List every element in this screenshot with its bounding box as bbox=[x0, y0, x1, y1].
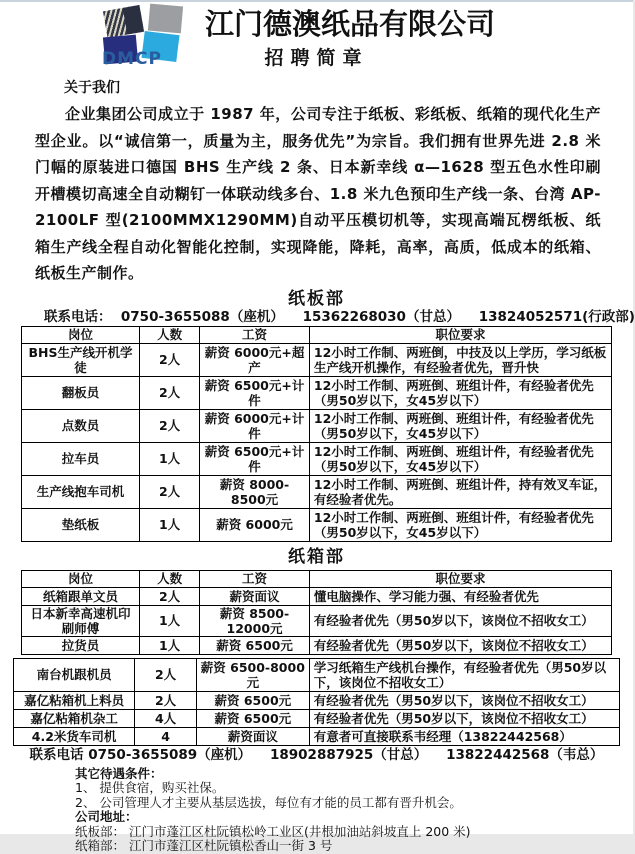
table-row bbox=[22, 376, 612, 409]
column-header-requirements: 职位要求 bbox=[309, 570, 611, 587]
requirements-cell: 12小时工作制、两班倒、班组计件，有经验者优先（男50岁以下，女45岁以下） bbox=[309, 508, 611, 541]
requirements-cell: 有经验者优先（男50岁以下，该岗位不招收女工） bbox=[309, 691, 619, 709]
headcount-cell: 2人 bbox=[140, 409, 200, 442]
position-cell: 嘉亿粘箱机上料员 bbox=[14, 691, 135, 709]
logo-paper-stack-icon bbox=[103, 5, 144, 38]
table-row bbox=[22, 343, 612, 376]
table-row bbox=[22, 508, 612, 541]
address-carton-dept: 纸箱部： 江门市蓬江区杜阮镇松香山一街 3 号 bbox=[75, 838, 333, 853]
board-dept-heading: 纸板部 bbox=[288, 288, 345, 309]
headcount-cell: 2人 bbox=[140, 376, 200, 409]
salary-cell: 薪资面议 bbox=[196, 727, 309, 745]
headcount-cell: 2人 bbox=[140, 475, 200, 508]
salary-cell: 薪资 6500元+计件 bbox=[200, 376, 310, 409]
salary-cell: 薪资 6500元 bbox=[196, 691, 309, 709]
table-row bbox=[14, 727, 620, 745]
requirements-cell: 有经验者优先（男50岁以下，该岗位不招收女工） bbox=[309, 709, 619, 727]
address-board-dept: 纸板部： 江门市蓬江区杜阮镇松岭工业区(井根加油站斜坡直上 200 米) bbox=[75, 823, 471, 839]
salary-cell: 薪资 8000-8500元 bbox=[200, 475, 310, 508]
column-header-position: 岗位 bbox=[22, 570, 140, 587]
requirements-cell: 懂电脑操作、学习能力强、有经验者优先 bbox=[309, 587, 611, 605]
requirements-cell: 12小时工作制、两班倒，中技及以上学历，学习纸板生产线开机操作，有经验者优先，晋升快 bbox=[309, 343, 611, 376]
headcount-cell: 2人 bbox=[140, 343, 200, 376]
salary-cell: 薪资 6500元+计件 bbox=[200, 442, 310, 475]
headcount-cell: 1人 bbox=[140, 636, 200, 654]
board-dept-contact-line: 联系电话： 0750-3655088（座机） 15362268030（甘总） 13824052571(行政部) bbox=[44, 308, 635, 325]
position-cell: 翻板员 bbox=[22, 376, 140, 409]
carton-dept-table-lower bbox=[13, 658, 620, 746]
position-cell: 日本新幸高速机印刷师傅 bbox=[22, 605, 140, 636]
salary-cell: 薪资 6500-8000元 bbox=[196, 658, 309, 691]
table-row bbox=[14, 709, 620, 727]
carton-dept-table-upper bbox=[21, 570, 612, 655]
logo-gray-tile-icon bbox=[148, 4, 183, 34]
requirements-cell: 学习纸箱生产线机台操作，有经验者优先（男50岁以下，该岗位不招收女工） bbox=[309, 658, 619, 691]
salary-cell: 薪资 6500元 bbox=[200, 636, 310, 654]
company-logo bbox=[97, 5, 191, 69]
benefit-item: 2、 公司管理人才主要从基层选拔，每位有才能的员工都有晋升机会。 bbox=[75, 794, 462, 810]
position-cell: 垫纸板 bbox=[22, 508, 140, 541]
requirements-cell: 12小时工作制、两班倒、班组计件，有经验者优先（男50岁以下，女45岁以下） bbox=[309, 376, 611, 409]
logo-dmcp-text: DMCP bbox=[102, 49, 162, 69]
column-header-requirements: 职位要求 bbox=[309, 326, 611, 343]
headcount-cell: 2人 bbox=[135, 691, 197, 709]
salary-cell: 薪资面议 bbox=[200, 587, 310, 605]
salary-cell: 薪资 6000元 bbox=[200, 508, 310, 541]
headcount-cell: 1人 bbox=[140, 442, 200, 475]
requirements-cell: 有经验者优先（男50岁以下，该岗位不招收女工） bbox=[309, 636, 611, 654]
requirements-cell: 有意者可直接联系韦经理（13822442568） bbox=[309, 727, 619, 745]
salary-cell: 薪资 6000元+计件 bbox=[200, 409, 310, 442]
position-cell: 4.2米货车司机 bbox=[14, 727, 135, 745]
requirements-cell: 12小时工作制、两班倒、班组计件，有经验者优先（男50岁以下，女45岁以下） bbox=[309, 442, 611, 475]
salary-cell: 薪资 6000元+超产 bbox=[200, 343, 310, 376]
column-header-salary: 工资 bbox=[200, 570, 310, 587]
position-cell: 拉货员 bbox=[22, 636, 140, 654]
requirements-cell: 有经验者优先（男50岁以下，该岗位不招收女工） bbox=[309, 605, 611, 636]
position-cell: 嘉亿粘箱机杂工 bbox=[14, 709, 135, 727]
headcount-cell: 1人 bbox=[140, 508, 200, 541]
salary-cell: 薪资 8500-12000元 bbox=[200, 605, 310, 636]
flyer-subtitle: 招聘简章 bbox=[264, 47, 369, 69]
company-intro-paragraph: 企业集团公司成立于 1987 年，公司专注于纸板、彩纸板、纸箱的现代化生产型企业。以“诚信第一，质量为主，服务优先”为宗旨。我们拥有世界先进 2.8 米门幅的原装进口德国 BHS 生产线 2 条、日本新幸线 α—1628 型五色水性印刷开槽模切高速全自动糊钉一体联动线多台、1.8 米九色预印生产线一条、台湾 AP-2100LF 型(2100MMX1290MM)自动平压模切机等，实现高端瓦楞纸板、纸箱生产线全程自动化智能化控制，实现降能，降耗，高率，高质，低成本的纸箱、纸板生产制作。 bbox=[35, 105, 601, 282]
table-row bbox=[14, 691, 620, 709]
about-us-heading: 关于我们 bbox=[64, 80, 120, 96]
column-header-headcount: 人数 bbox=[140, 570, 200, 587]
requirements-cell: 12小时工作制、两班倒、班组计件，持有效叉车证，有经验者优先。 bbox=[309, 475, 611, 508]
headcount-cell: 2人 bbox=[140, 587, 200, 605]
table-row bbox=[14, 658, 620, 691]
carton-dept-contact-line: 联系电话 0750-3655089（座机） 18902887925（甘总） 13822442568（韦总） bbox=[29, 746, 604, 763]
table-header-row bbox=[22, 326, 612, 343]
benefit-item: 1、 提供食宿，购买社保。 bbox=[75, 780, 225, 795]
column-header-salary: 工资 bbox=[200, 326, 310, 343]
benefits-heading: 其它待遇条件： bbox=[75, 765, 163, 781]
salary-cell: 薪资 6500元 bbox=[196, 709, 309, 727]
table-row bbox=[22, 475, 612, 508]
position-cell: BHS生产线开机学徒 bbox=[22, 343, 140, 376]
position-cell: 拉车员 bbox=[22, 442, 140, 475]
position-cell: 南台机跟机员 bbox=[14, 658, 135, 691]
table-row bbox=[22, 636, 612, 654]
table-row bbox=[22, 587, 612, 605]
company-name-title: 江门德澳纸品有限公司 bbox=[204, 7, 495, 41]
position-cell: 生产线抱车司机 bbox=[22, 475, 140, 508]
column-header-position: 岗位 bbox=[22, 326, 140, 343]
headcount-cell: 4 bbox=[135, 727, 197, 745]
footer-info bbox=[75, 767, 633, 854]
headcount-cell: 1人 bbox=[140, 605, 200, 636]
table-row bbox=[22, 442, 612, 475]
requirements-cell: 12小时工作制、两班倒、班组计件，有经验者优先（男50岁以下，女45岁以下） bbox=[309, 409, 611, 442]
position-cell: 纸箱跟单文员 bbox=[22, 587, 140, 605]
headcount-cell: 4人 bbox=[135, 709, 197, 727]
board-dept-table bbox=[21, 326, 612, 542]
table-row bbox=[22, 409, 612, 442]
carton-dept-heading: 纸箱部 bbox=[288, 546, 345, 567]
table-row bbox=[22, 605, 612, 636]
address-heading: 公司地址： bbox=[75, 809, 138, 824]
table-header-row bbox=[22, 570, 612, 587]
position-cell: 点数员 bbox=[22, 409, 140, 442]
column-header-headcount: 人数 bbox=[140, 326, 200, 343]
headcount-cell: 2人 bbox=[135, 658, 197, 691]
